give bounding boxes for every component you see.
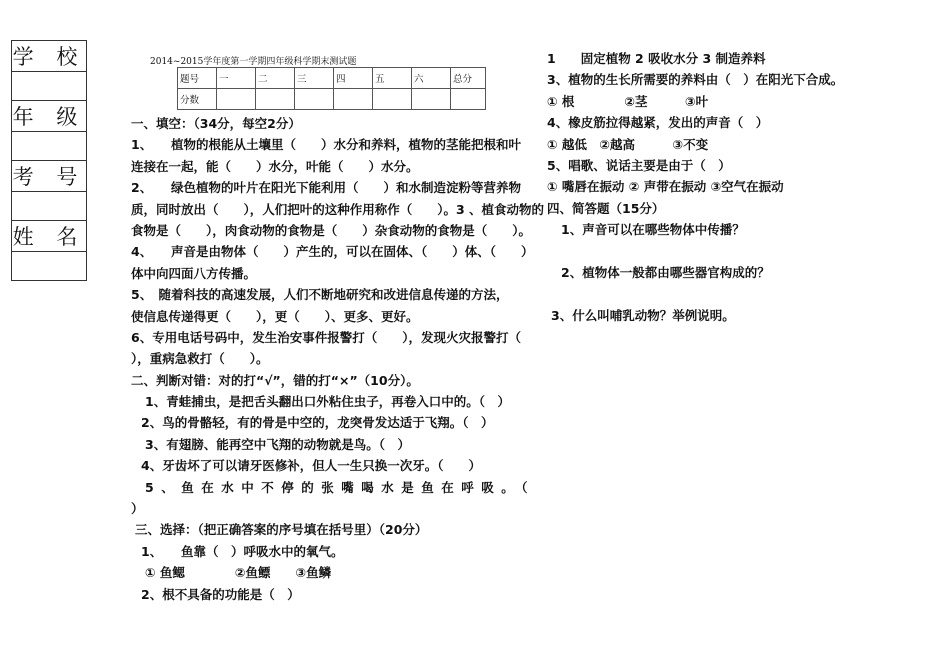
score-header-2: 二: [256, 68, 295, 89]
grade-label: 年 级: [12, 101, 87, 132]
question-line: 3、有翅膀、能再空中飞翔的动物就是鸟。（ ）: [145, 436, 410, 452]
student-info-table: [11, 40, 87, 281]
question-line: 使信息传递得更（ ），更（ ）、更多、更好。: [131, 308, 419, 324]
options-line: ① 嘴唇在振动 ② 声带在振动 ③空气在振动: [547, 179, 784, 195]
options-line: ① 根 ②茎 ③叶: [547, 93, 709, 109]
score-header-5: 五: [373, 68, 412, 89]
question-line: ），重病急救打（ ）。: [131, 351, 269, 367]
score-cell[interactable]: [412, 89, 451, 110]
score-header-3: 三: [295, 68, 334, 89]
score-table: [177, 67, 486, 110]
score-header-1: 一: [217, 68, 256, 89]
score-cell-total[interactable]: [451, 89, 486, 110]
question-line: 3、植物的生长所需要的养料由（ ）在阳光下合成。: [547, 72, 844, 88]
exam-title: 2014~2015学年度第一学期四年级科学期末测试题: [150, 57, 357, 67]
section-heading-short-answer: 四、简答题（15分）: [547, 200, 665, 216]
score-cell[interactable]: [217, 89, 256, 110]
question-line: 1、 鱼靠（ ）呼吸水中的氧气。: [141, 543, 344, 559]
options-line: ① 鱼鳃 ②鱼鳔 ③鱼鳞: [145, 565, 332, 581]
school-field[interactable]: [12, 72, 87, 101]
exam-number-label: 考 号: [12, 161, 87, 192]
question-line: 2、植物体一般都由哪些器官构成的？: [561, 264, 770, 280]
right-column: [547, 48, 867, 326]
score-cell[interactable]: [295, 89, 334, 110]
section-heading-fill-in: 一、填空：（34分，每空2分）: [131, 116, 301, 131]
name-label: 姓 名: [12, 221, 87, 252]
score-cell[interactable]: [256, 89, 295, 110]
score-cell[interactable]: [334, 89, 373, 110]
question-line: 2、鸟的骨骼轻，有的骨是中空的，龙突骨发达适于飞翔。（ ）: [141, 415, 494, 431]
question-line: 4、橡皮筋拉得越紧，发出的声音（ ）: [547, 115, 769, 131]
score-header-4: 四: [334, 68, 373, 89]
question-line: 1、青蛙捕虫，是把舌头翻出口外粘住虫子，再卷入口中的。（ ）: [145, 394, 510, 410]
question-line: 4、牙齿坏了可以请牙医修补，但人一生只换一次牙。（ ）: [141, 458, 481, 474]
question-line: 3、什么叫哺乳动物？举例说明。: [551, 307, 735, 323]
left-column: [131, 113, 545, 605]
score-cell[interactable]: [373, 89, 412, 110]
options-line: 1 固定植物 2 吸收水分 3 制造养料: [547, 51, 766, 66]
name-field[interactable]: [12, 252, 87, 281]
question-line: 连接在一起，能（ ）水分，叶能（ ）水分。: [131, 158, 419, 174]
score-header-6: 六: [412, 68, 451, 89]
answer-space[interactable]: [547, 283, 867, 304]
options-line: ① 越低 ②越高 ③不变: [547, 136, 709, 152]
question-line: 5、唱歌、说话主要是由于（ ）: [547, 157, 731, 173]
question-line: ）: [131, 501, 144, 517]
question-line: 4、 声音是由物体（ ）产生的，可以在固体、（ ）体、（ ）: [131, 244, 534, 260]
score-row-label: 分数: [178, 89, 217, 110]
question-line: 5、鱼在水中不停的张嘴喝水是鱼在呼吸。（: [145, 479, 535, 495]
question-line: 1、 植物的根能从土壤里（ ）水分和养料，植物的茎能把根和叶: [131, 137, 521, 153]
section-heading-true-false: 二、判断对错：对的打“√”，错的打“×”（10分）。: [131, 372, 419, 388]
school-label: 学 校: [12, 41, 87, 72]
question-line: 2、 绿色植物的叶片在阳光下能利用（ ）和水制造淀粉等营养物: [131, 180, 521, 196]
score-header-label: 题号: [178, 68, 217, 89]
question-line: 食物是（ ），肉食动物的食物是（ ）杂食动物的食物是（ ）。: [131, 222, 532, 238]
answer-space[interactable]: [547, 241, 867, 262]
score-header-total: 总分: [451, 68, 486, 89]
question-line: 体中向四面八方传播。: [131, 265, 257, 281]
question-line: 5、 随着科技的高速发展，人们不断地研究和改进信息传递的方法，: [131, 287, 509, 303]
question-line: 1、声音可以在哪些物体中传播？: [561, 222, 745, 238]
section-heading-choice: 三、选择：（把正确答案的序号填在括号里）（20分）: [135, 522, 428, 538]
question-line: 2、根不具备的功能是（ ）: [141, 586, 300, 602]
question-line: 6、专用电话号码中，发生治安事件报警打（ ），发现火灾报警打（: [131, 329, 521, 345]
exam-number-field[interactable]: [12, 192, 87, 221]
question-line: 质，同时放出（ ），人们把叶的这种作用称作（ ）。3 、植食动物的: [131, 201, 545, 217]
grade-field[interactable]: [12, 132, 87, 161]
